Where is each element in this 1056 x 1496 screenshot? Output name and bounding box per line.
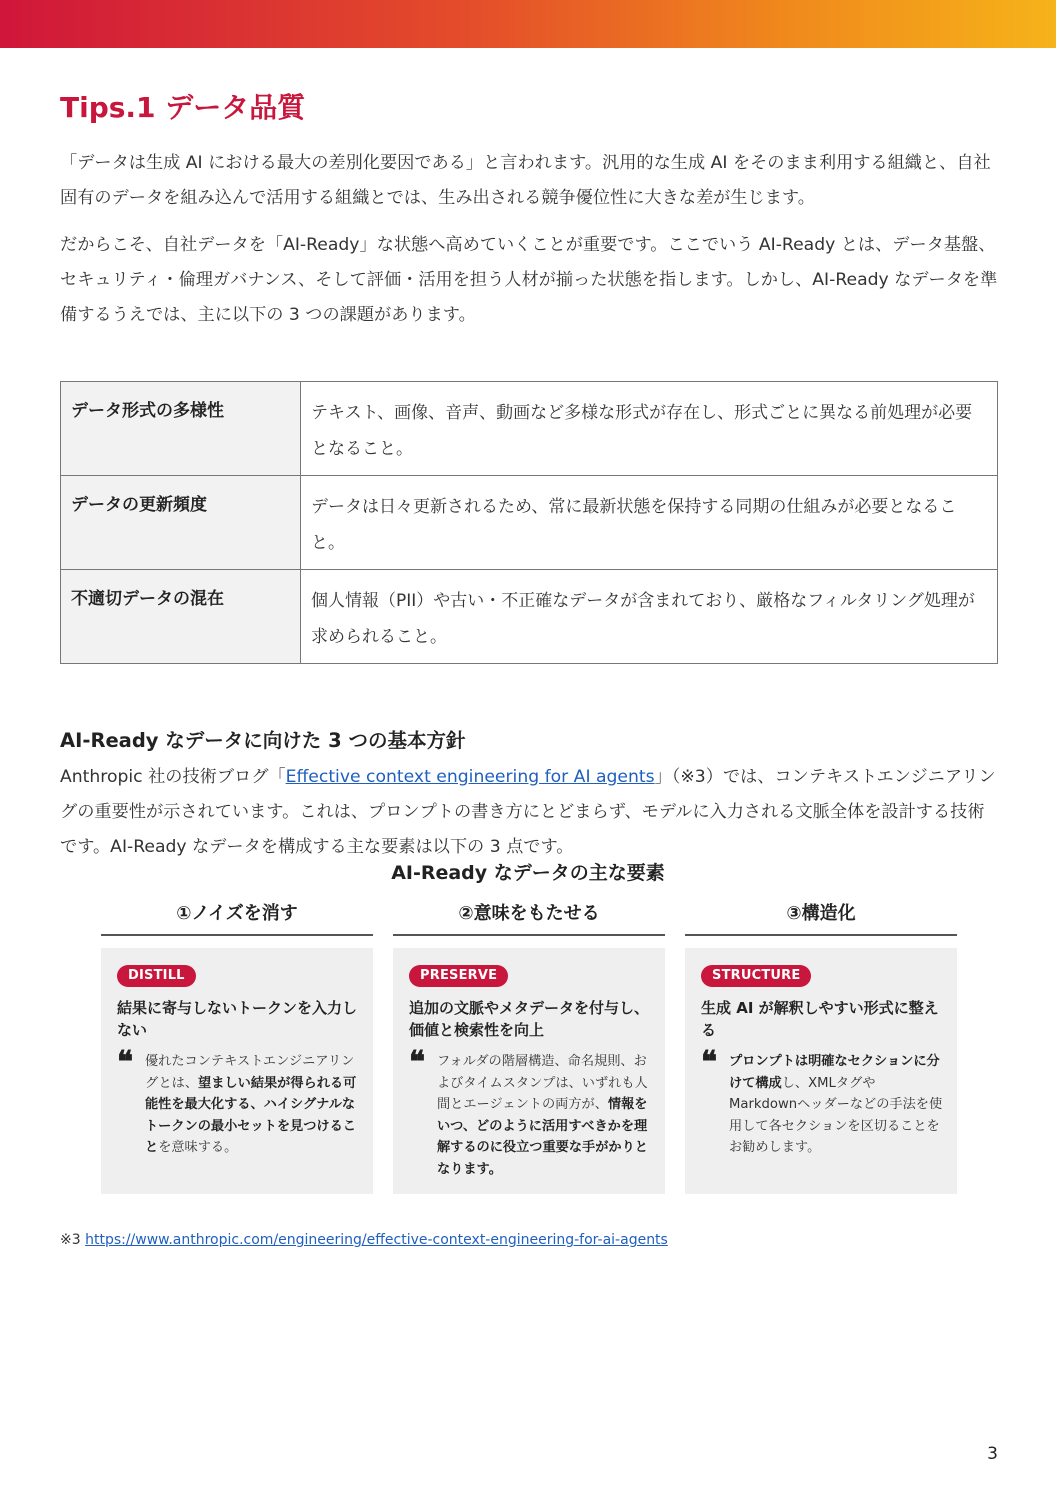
element-card xyxy=(685,948,957,1194)
card-quote xyxy=(409,1045,651,1180)
table-row xyxy=(61,476,998,570)
section-intro-before: Anthropic 社の技術ブログ「 xyxy=(60,767,286,787)
footnote xyxy=(60,1232,668,1248)
quote-emphasis: 望ましい結果が得られる可能性を最大化する、ハイシグナルなトークンの最小セットを見つけること xyxy=(145,1075,357,1155)
issue-key: データの更新頻度 xyxy=(61,476,301,570)
quote-text: を意味する。 xyxy=(158,1140,238,1155)
quote-text: 優れたコンテキストエンジニアリングとは、 xyxy=(145,1054,355,1091)
card-quote xyxy=(117,1045,359,1159)
element-column-structure xyxy=(685,898,957,1194)
quote-text: し、XMLタグやMarkdownヘッダーなどの手法を使用して各セクションを区切ることをお勧めします。 xyxy=(729,1075,943,1155)
issue-key: データ形式の多様性 xyxy=(61,382,301,476)
main-content xyxy=(60,88,1000,865)
section-title: AI-Ready なデータに向けた 3 つの基本方針 xyxy=(60,729,466,752)
blog-link[interactable]: Effective context engineering for AI agents xyxy=(285,767,655,787)
card-title: 生成 AI が解釈しやすい形式に整える xyxy=(701,999,939,1039)
badge-distill: DISTILL xyxy=(117,965,196,987)
table-row xyxy=(61,382,998,476)
quote-text: フォルダの階層構造、命名規則、およびタイムスタンプは、いずれも人間とエージェントの両方が、 xyxy=(437,1054,648,1112)
badge-preserve: PRESERVE xyxy=(409,965,508,987)
intro-paragraph-2: だからこそ、自社データを「AI-Ready」な状態へ高めていくことが重要です。ここでいう AI-Ready とは、データ基盤、セキュリティ・倫理ガバナンス、そして評価・活用を担う人材が揃った状態を指します。しかし、AI-Ready なデータを準備するうえでは、主に以下の 3 つの課題があります。 xyxy=(60,235,998,325)
badge-structure: STRUCTURE xyxy=(701,965,811,987)
issue-value: 個人情報（PII）や古い・不正確なデータが含まれており、厳格なフィルタリング処理が求められること。 xyxy=(301,570,998,664)
issue-value: データは日々更新されるため、常に最新状態を保持する同期の仕組みが必要となること。 xyxy=(301,476,998,570)
element-column-distill xyxy=(101,898,373,1194)
element-column-preserve xyxy=(393,898,665,1194)
quote-icon: ❝ xyxy=(409,1045,426,1080)
column-heading: ②意味をもたせる xyxy=(393,898,665,936)
quote-emphasis: プロンプトは明確なセクションに分けて構成 xyxy=(729,1054,940,1091)
column-heading: ③構造化 xyxy=(685,898,957,936)
quote-emphasis: 情報をいつ、どのように活用すべきかを理解するのに役立つ重要な手がかりとなります。 xyxy=(437,1097,648,1177)
section-intro xyxy=(60,760,1000,865)
intro-paragraph-1: 「データは生成 AI における最大の差別化要因である」と言われます。汎用的な生成 AI をそのまま利用する組織と、自社固有のデータを組み込んで活用する組織とでは、生み出される競争優位性に大きな差が生じます。 xyxy=(60,153,991,208)
issue-value: テキスト、画像、音声、動画など多様な形式が存在し、形式ごとに異なる前処理が必要となること。 xyxy=(301,382,998,476)
card-quote xyxy=(701,1045,943,1159)
diagram-title: AI-Ready なデータの主な要素 xyxy=(391,862,665,884)
element-card xyxy=(101,948,373,1194)
page-number: 3 xyxy=(987,1444,998,1464)
card-title: 追加の文脈やメタデータを付与し、価値と検索性を向上 xyxy=(409,999,650,1039)
issue-key: 不適切データの混在 xyxy=(61,570,301,664)
section-intro-after: 」（※3）では、コンテキストエンジニアリングの重要性が示されています。これは、プロンプトの書き方にとどまらず、モデルに入力される文脈全体を設計する技術です。AI-Ready なデータを構成する主な要素は以下の 3 点です。 xyxy=(60,767,996,857)
issues-table xyxy=(60,381,998,664)
quote-icon: ❝ xyxy=(117,1045,134,1080)
element-card xyxy=(393,948,665,1194)
header-accent-bar xyxy=(0,0,1056,48)
card-title: 結果に寄与しないトークンを入力しない xyxy=(117,999,358,1039)
footnote-mark: ※3 xyxy=(60,1232,81,1248)
page-title: Tips.1 データ品質 xyxy=(60,91,306,124)
column-heading: ①ノイズを消す xyxy=(101,898,373,936)
footnote-link[interactable]: https://www.anthropic.com/engineering/effective-context-engineering-for-ai-agents xyxy=(85,1232,668,1248)
quote-icon: ❝ xyxy=(701,1045,718,1080)
table-row xyxy=(61,570,998,664)
